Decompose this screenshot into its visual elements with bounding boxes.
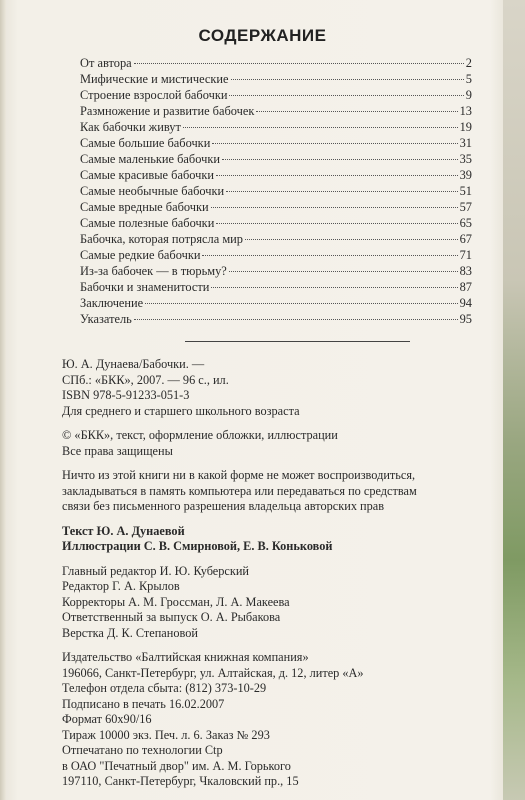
toc-entry-page: 94 [459, 296, 472, 310]
toc-entry-page: 67 [459, 232, 472, 246]
toc-entry-page: 95 [459, 312, 472, 326]
toc-entry-title: Самые красивые бабочки [80, 168, 215, 182]
toc-entry-title: Бабочка, которая потрясла мир [80, 232, 243, 246]
imprint-line: Иллюстрации С. В. Смирновой, Е. В. Коньковой [62, 539, 333, 553]
section-divider [185, 341, 410, 342]
toc-entry-title: От автора [80, 56, 132, 70]
toc-leader-dots [256, 101, 457, 112]
toc-entry-title: Самые большие бабочки [80, 136, 211, 150]
toc-entry-title: Указатель [80, 312, 132, 326]
toc-leader-dots [145, 293, 457, 304]
toc-entry-title: Заключение [80, 296, 144, 310]
cover-edge-strip [503, 0, 525, 800]
toc-entry-title: Мифические и мистические [80, 72, 229, 86]
imprint-line: Издательство «Балтийская книжная компания» [62, 650, 309, 664]
toc-leader-dots [183, 117, 458, 128]
imprint-line: Ничто из этой книги ни в какой форме не может воспроизводиться, [62, 468, 416, 482]
imprint-line: Редактор Г. А. Крылов [62, 579, 180, 593]
toc-leader-dots [231, 69, 464, 80]
imprint-line: Главный редактор И. Ю. Куберский [62, 563, 250, 578]
imprint-line: Подписано в печать 16.02.2007 [62, 696, 225, 711]
imprint-line: Тираж 10000 экз. Печ. л. 6. Заказ № 293 [62, 727, 270, 742]
toc-entry-page: 83 [459, 264, 472, 278]
page-left-edge [0, 0, 6, 800]
imprint-line: Телефон отдела сбыта: (812) 373-10-29 [62, 681, 267, 695]
toc-entry-title: Бабочки и знаменитости [80, 280, 210, 294]
toc-leader-dots [211, 277, 457, 288]
imprint-line: Ответственный за выпуск О. А. Рыбакова [62, 610, 281, 624]
imprint-line: © «БКК», текст, оформление обложки, иллюстрации [62, 428, 338, 442]
imprint-line: Верстка Д. К. Степановой [62, 625, 198, 640]
imprint-line: Все права защищены [62, 443, 173, 458]
imprint-line: закладываться в память компьютера или передаваться по средствам [62, 483, 417, 498]
toc-leader-dots [134, 53, 464, 64]
toc-entry-page: 19 [459, 120, 472, 134]
copyright-notice [62, 428, 482, 459]
reproduction-notice [62, 468, 482, 515]
imprint-line: Ю. А. Дунаева/Бабочки. — [62, 357, 205, 371]
toc-entry-page: 57 [459, 200, 472, 214]
toc-leader-dots [212, 133, 457, 144]
toc-entry-title: Из-за бабочек — в тюрьму? [80, 264, 227, 278]
imprint-line: Для среднего и старшего школьного возраста [62, 403, 300, 418]
toc-leader-dots [229, 261, 458, 272]
imprint-line: 196066, Санкт-Петербург, ул. Алтайская, д. 12, литер «А» [62, 665, 364, 680]
toc-entry-page: 71 [459, 248, 472, 262]
imprint-line: связи без письменного разрешения владельца авторских прав [62, 499, 385, 513]
toc-leader-dots [216, 165, 458, 176]
toc-entry-title: Самые редкие бабочки [80, 248, 201, 262]
toc-entry-page: 5 [465, 72, 472, 86]
toc-entry-page: 13 [459, 104, 472, 118]
toc-leader-dots [222, 149, 458, 160]
imprint-line: Корректоры А. М. Гроссман, Л. А. Макеева [62, 594, 290, 609]
toc-entry-page: 31 [459, 136, 472, 150]
toc-entry-page: 65 [459, 216, 472, 230]
toc-leader-dots [245, 229, 458, 240]
toc-entry-page: 2 [465, 56, 472, 70]
toc-entry [80, 311, 472, 327]
imprint-line: в ОАО "Печатный двор" им. А. М. Горького [62, 758, 291, 773]
toc-leader-dots [226, 181, 457, 192]
toc-leader-dots [229, 85, 463, 96]
toc-entry-title: Строение взрослой бабочки [80, 88, 228, 102]
toc-entry-title: Самые необычные бабочки [80, 184, 225, 198]
imprint-block [62, 357, 482, 790]
toc-entry-title: Размножение и развитие бабочек [80, 104, 255, 118]
author-credits [62, 524, 482, 555]
publisher-info [62, 650, 482, 790]
bibliographic-record [62, 357, 482, 419]
toc-entry-title: Самые вредные бабочки [80, 200, 209, 214]
toc-leader-dots [216, 213, 457, 224]
imprint-line: 197110, Санкт-Петербург, Чкаловский пр., 15 [62, 774, 299, 788]
table-of-contents [80, 55, 472, 327]
contents-heading: СОДЕРЖАНИЕ [198, 26, 327, 45]
toc-entry-page: 51 [459, 184, 472, 198]
imprint-line: ISBN 978-5-91233-051-3 [62, 388, 190, 402]
toc-entry-page: 39 [459, 168, 472, 182]
imprint-line: Отпечатано по технологии Ctp [62, 743, 223, 757]
toc-entry-title: Самые маленькие бабочки [80, 152, 220, 166]
toc-entry-title: Как бабочки живут [80, 120, 181, 134]
toc-leader-dots [134, 309, 458, 320]
imprint-line: Формат 60х90/16 [62, 712, 152, 726]
toc-entry-page: 35 [459, 152, 472, 166]
toc-entry-title: Самые полезные бабочки [80, 216, 215, 230]
toc-entry-page: 87 [459, 280, 472, 294]
toc-leader-dots [211, 197, 458, 208]
editorial-staff [62, 564, 482, 642]
imprint-line: СПб.: «БКК», 2007. — 96 с., ил. [62, 372, 229, 387]
toc-leader-dots [202, 245, 457, 256]
toc-entry-page: 9 [465, 88, 472, 102]
imprint-line: Текст Ю. А. Дунаевой [62, 523, 185, 538]
